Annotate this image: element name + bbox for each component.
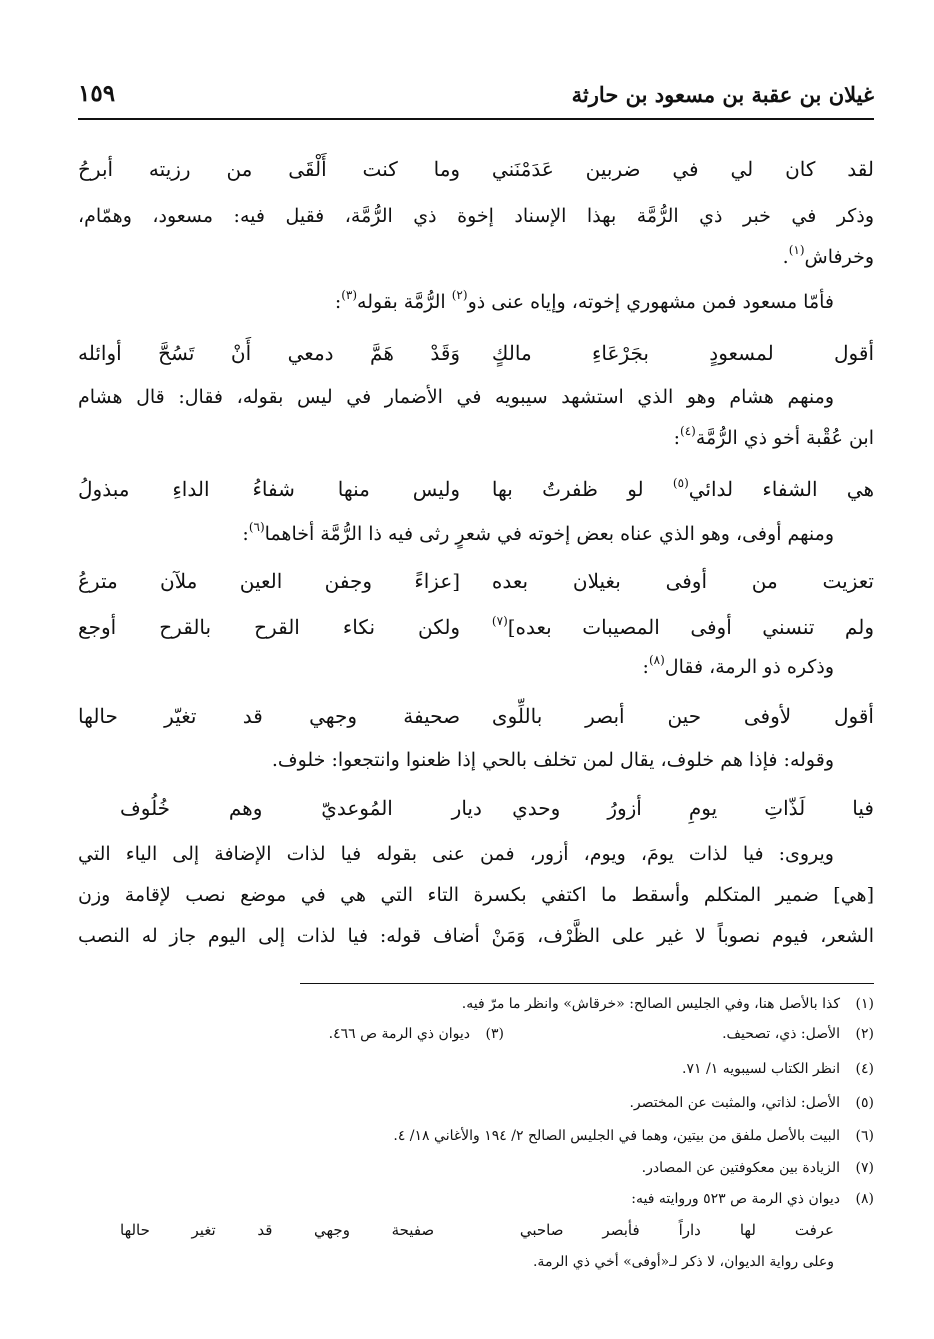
footnote-last-line: وعلى رواية الديوان، لا ذكر لـ«أوفى» أخي ذي الرمة.: [532, 1254, 834, 1270]
paragraph-line: [هي] ضمير المتكلم وأسقط ما اكتفي بكسرة التاء التي هي في موضع نصب لإقامة وزن: [78, 884, 874, 906]
verse-3-second-hemistich: وليس منها شفاءُ الداءِ مبذولُ: [78, 477, 461, 501]
footnote-3: [329, 1022, 504, 1046]
footnote-text: الأصل: ذي، تصحيف.: [722, 1026, 840, 1042]
footnote-text: ديوان ذي الرمة ص ٥٢٣ وروايته فيه:: [631, 1191, 840, 1207]
paragraph-text: :: [673, 427, 681, 449]
footnote-marker: (٣): [341, 288, 358, 302]
verse-3: [78, 470, 874, 508]
footnote-marker: (١): [788, 243, 805, 257]
footnote-6: [393, 1124, 874, 1148]
verse-4: [78, 562, 874, 600]
verse-7: [120, 789, 874, 827]
footnote-marker: (٢): [451, 288, 468, 302]
footnote-2: [722, 1022, 874, 1046]
verse-5-first-hemistich: [492, 608, 874, 649]
verse-7-second-hemistich: ديار المُوعديّ وهم خُلُوف: [120, 796, 482, 820]
footnotes-rule: [300, 983, 874, 984]
verse-5-second-hemistich: ولكن نكاء القرح بالقرح أوجع: [78, 615, 461, 639]
footnote-verse-first-hemistich: عرفت لها داراً فأبصر صاحبي: [519, 1221, 834, 1239]
paragraph-text: :: [334, 291, 342, 313]
page-number: ١٥٩: [78, 80, 116, 107]
footnote-4: [682, 1057, 874, 1081]
verse-1-second-hemistich: وما كنت أَلْقَى من رزيته أبرحُ: [78, 157, 461, 181]
footnote-text: ديوان ذي الرمة ص ٤٦٦.: [328, 1026, 470, 1042]
paragraph-text: فأمّا مسعود فمن مشهوري إخوته، وإياه عنى ذو: [467, 291, 834, 313]
verse-text: ولم تنسني أوفى المصيبات بعده]: [507, 615, 874, 639]
verse-6: [78, 697, 874, 735]
footnote-marker: (٧): [491, 614, 508, 628]
footnote-5: [629, 1091, 874, 1115]
verse-2-second-hemistich: وَقَدْ هَمَّ دمعي أَنْ تَسُحَّ أوائله: [78, 341, 461, 365]
footnote-text: كذا بالأصل هنا، وفي الجليس الصالح: «خرقاش» وانظر ما مرّ فيه.: [461, 996, 840, 1012]
verse-1-first-hemistich: لقد كان لي في ضربين عَدَمْنَني: [491, 157, 874, 181]
footnote-verse: [120, 1215, 834, 1245]
paragraph-line: [242, 520, 834, 550]
verse-1: [78, 150, 874, 188]
footnote-marker: (٥): [672, 476, 689, 490]
verse-text: لو ظفرتُ بها: [491, 477, 673, 501]
footnote-number: (٧): [855, 1160, 874, 1176]
paragraph-text: ومنهم أوفى، وهو الذي عناه بعض إخوته في شعرٍ رثى فيه ذا الرُّمَّة أخاهما: [264, 523, 834, 545]
verse-3-first-hemistich: [492, 470, 874, 511]
paragraph-line: [335, 288, 834, 318]
footnote-text: الأصل: لذاتي، والمثبت عن المختصر.: [629, 1095, 840, 1111]
running-title: غيلان بن عقبة بن مسعود بن حارثة: [571, 82, 874, 107]
footnote-number: (٥): [855, 1095, 874, 1111]
verse-7-first-hemistich: فيا لَذّاتِ يومِ أزورُ وحدي: [512, 796, 874, 820]
verse-2: [78, 334, 874, 372]
paragraph-line: ويروى: فيا لذات يومَ، ويوم، أزور، فمن عنى بقوله فيا لذات الإضافة إلى الياء التي: [78, 843, 834, 865]
paragraph-text: :: [642, 656, 649, 678]
page-header: [78, 70, 874, 118]
verse-6-first-hemistich: أقول لأوفى حين أبصر باللِّوى: [491, 704, 874, 728]
verse-2-first-hemistich: أقول لمسعودٍ بجَرْعَاءِ مالكٍ: [491, 341, 874, 365]
paragraph-text: وخرفاش: [804, 246, 874, 268]
paragraph-line: وذكر في خبر ذي الرُّمَّة بهذا الإسناد إخوة ذي الرُّمَّة، فقيل فيه: مسعود، وهمّام،: [78, 205, 874, 227]
footnote-marker: (٨): [648, 653, 665, 667]
paragraph-line: [674, 424, 874, 454]
header-rule: [78, 118, 874, 120]
footnote-text: الزيادة بين معكوفتين عن المصادر.: [641, 1160, 840, 1176]
footnote-verse-second-hemistich: صفيحة وجهي قد تغير حالها: [120, 1221, 435, 1239]
verse-4-second-hemistich: [عزاءً وجفن العين ملآن مترعُ: [78, 569, 461, 593]
paragraph-text: :: [242, 523, 249, 545]
paragraph-line: الشعر، فيوم نصوباً لا غير على الظَّرْف، وَمَنْ أضاف قوله: فيا لذات إلى اليوم جاز له النصب: [78, 925, 874, 947]
footnote-marker: (٦): [248, 520, 265, 534]
footnote-8: [631, 1187, 874, 1211]
paragraph-line: [783, 243, 874, 273]
footnote-text: انظر الكتاب لسيبويه ١/ ٧١.: [682, 1061, 840, 1077]
footnote-number: (٢): [855, 1026, 874, 1042]
paragraph-text: .: [782, 246, 789, 268]
footnote-7: [642, 1156, 874, 1180]
paragraph-text: وذكره ذو الرمة، فقال: [664, 656, 834, 678]
verse-4-first-hemistich: تعزيت من أوفى بغيلان بعده: [491, 569, 874, 593]
paragraph-line: ومنهم هشام وهو الذي استشهد سيبويه في الأضمار في ليس بقوله، فقال: قال هشام: [78, 386, 834, 408]
verse-5: [78, 608, 874, 646]
footnote-number: (١): [855, 996, 874, 1012]
footnote-number: (٤): [855, 1061, 874, 1077]
paragraph-text: الرُّمَّة بقوله: [357, 291, 452, 313]
footnote-number: (٣): [485, 1026, 504, 1042]
footnote-1: [462, 992, 874, 1016]
paragraph-line: [643, 653, 834, 683]
footnote-text: البيت بالأصل ملفق من بيتين، وهما في الجليس الصالح ٢/ ١٩٤ والأغاني ١٨/ ٤.: [393, 1128, 840, 1144]
paragraph-line: وقوله: فإذا هم خلوف، يقال لمن تخلف بالحي إذا ظعنوا وانتجعوا: خلوف.: [271, 749, 834, 771]
footnote-number: (٨): [855, 1191, 874, 1207]
footnote-marker: (٤): [680, 424, 696, 438]
footnote-number: (٦): [855, 1128, 874, 1144]
verse-text: هي الشفاء لدائي: [688, 477, 874, 501]
verse-6-second-hemistich: صحيفة وجهي قد تغيّر حالها: [78, 704, 461, 728]
paragraph-text: ابن عُقْبة أخو ذي الرُّمَّة: [695, 427, 874, 449]
